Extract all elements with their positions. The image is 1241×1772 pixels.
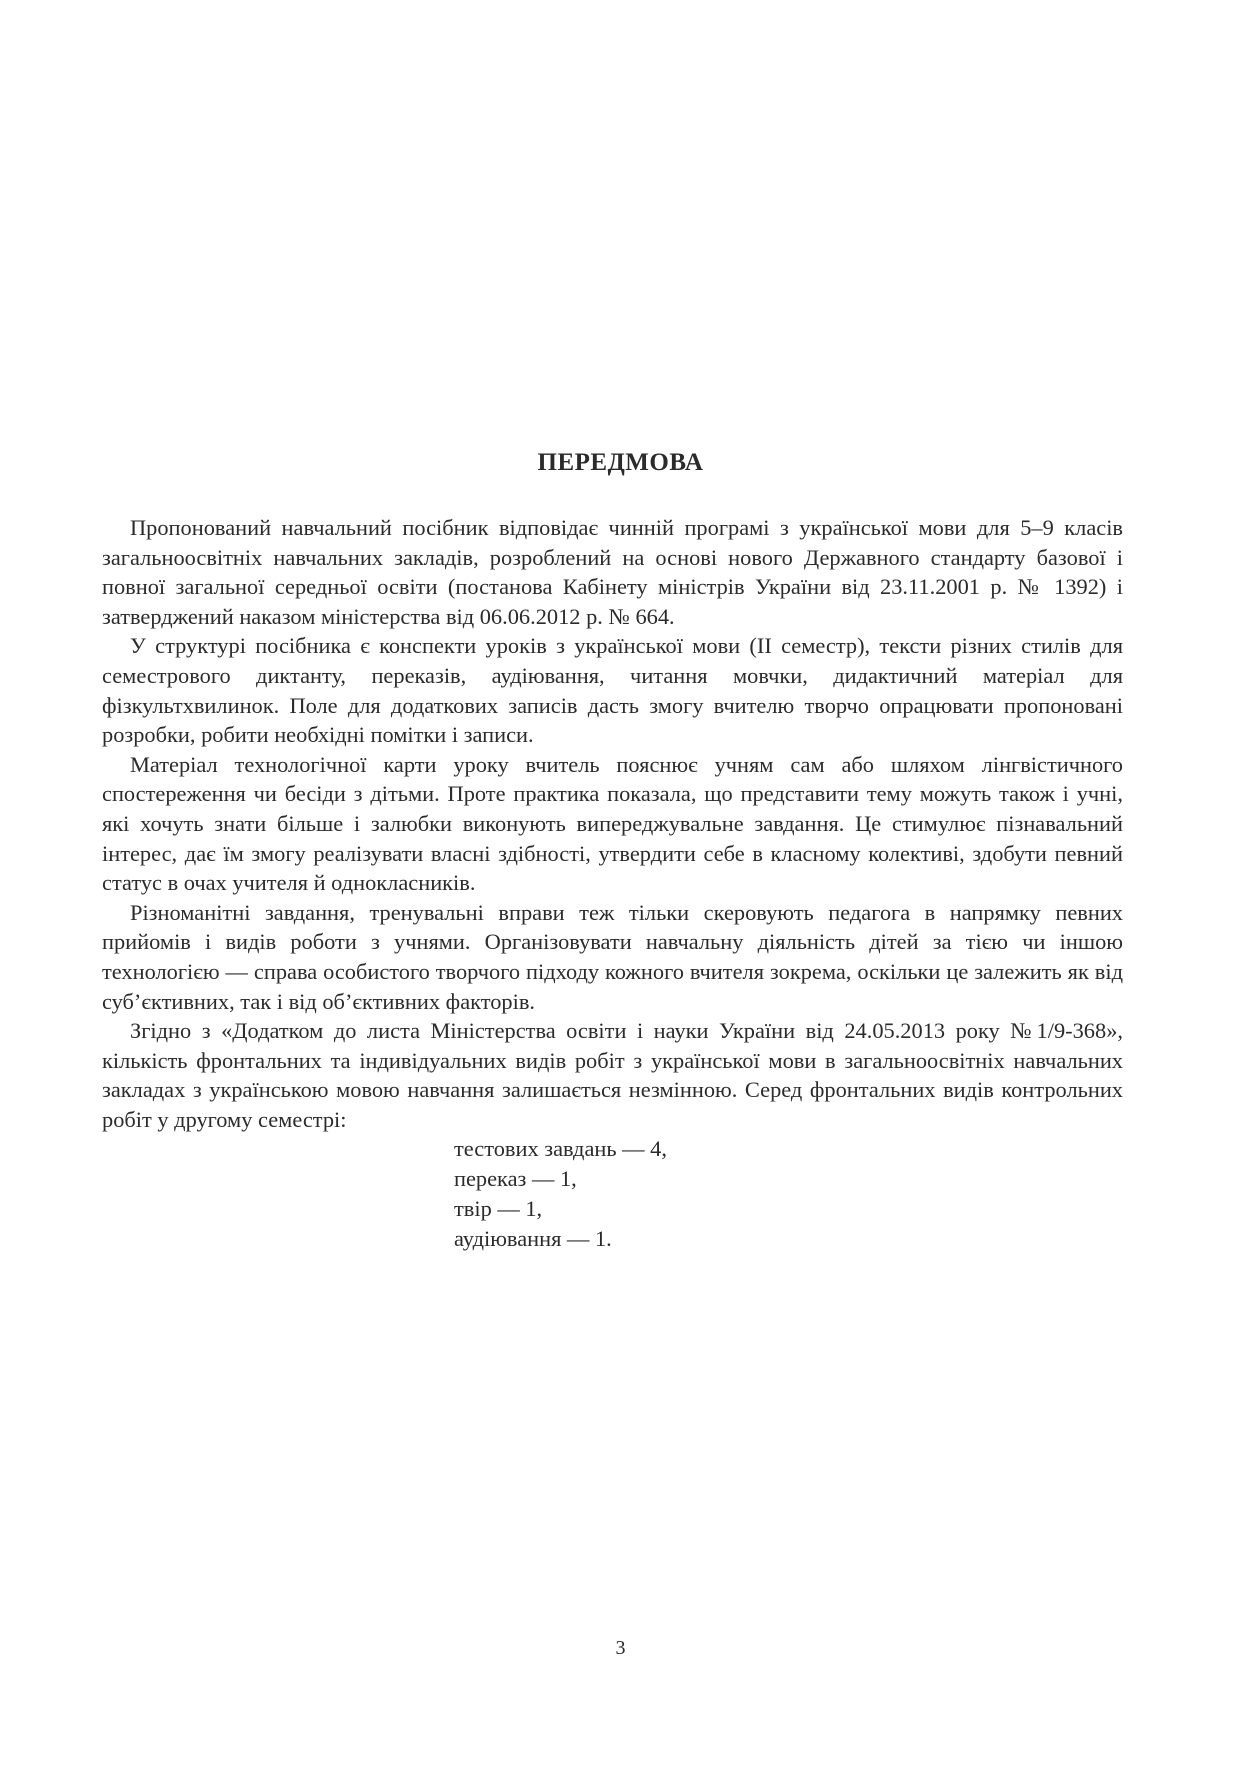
page-number: 3: [615, 1637, 626, 1659]
body-text: [102, 513, 1123, 1254]
paragraph-1: Пропонований навчальний посібник відповідає чинній програмі з української мови для 5–9 класів загальноосвітніх навчальних закладів, розроблений на основі нового Державного стандарту базової і повної загальної середньої освіти (постанова Кабінету міністрів України від 23.11.2001 р. № 1392) і затверджений наказом міністерства від 06.06.2012 р. № 664.: [102, 515, 1123, 629]
list-item: тестових завдань — 4,: [454, 1136, 667, 1162]
list-item: переказ — 1,: [454, 1166, 577, 1192]
list-item: твір — 1,: [454, 1196, 543, 1222]
paragraph-5: Згідно з «Додатком до листа Міністерства освіти і науки України від 24.05.2013 року №1/9-368», кількість фронтальних та індивідуальних видів робіт з української мови в загальноосвітніх навчальних закладах з українською мовою навчання залишається незмінною. Серед фронтальних видів контрольних робіт у другому семестрі:: [102, 1018, 1123, 1132]
list-item: аудіювання — 1.: [454, 1226, 612, 1252]
page-title: ПЕРЕДМОВА: [537, 449, 704, 476]
paragraph-3: Матеріал технологічної карти уроку вчитель пояснює учням сам або шляхом лінгвістичного спостереження чи бесіди з дітьми. Проте практика показала, що представити тему можуть також і учні, які хочуть знати більше і залюбки виконують випереджувальне завдання. Це стимулює пізнавальний інтерес, дає їм змогу реалізувати власні здібності, утвердити себе в класному колективі, здобути певний статус в очах учителя й однокласників.: [102, 751, 1123, 896]
control-works-list: [102, 1134, 1123, 1254]
paragraph-4: Різноманітні завдання, тренувальні вправи теж тільки скеровують педагога в напрямку певних прийомів і видів роботи з учнями. Організовувати навчальну діяльність дітей за тією чи іншою технологією — справа особистого творчого підходу кожного вчителя зокрема, оскільки це залежить як від суб’єктивних, так і від об’єктивних факторів.: [102, 899, 1123, 1014]
paragraph-2: У структурі посібника є конспекти уроків з української мови (ІІ семестр), тексти різних стилів для семестрового диктанту, переказів, аудіювання, читання мовчки, дидактичний матеріал для фізкультхвилинок. Поле для додаткових записів дасть змогу вчителю творчо опрацювати пропоновані розробки, робити необхідні помітки і записи.: [102, 633, 1123, 748]
